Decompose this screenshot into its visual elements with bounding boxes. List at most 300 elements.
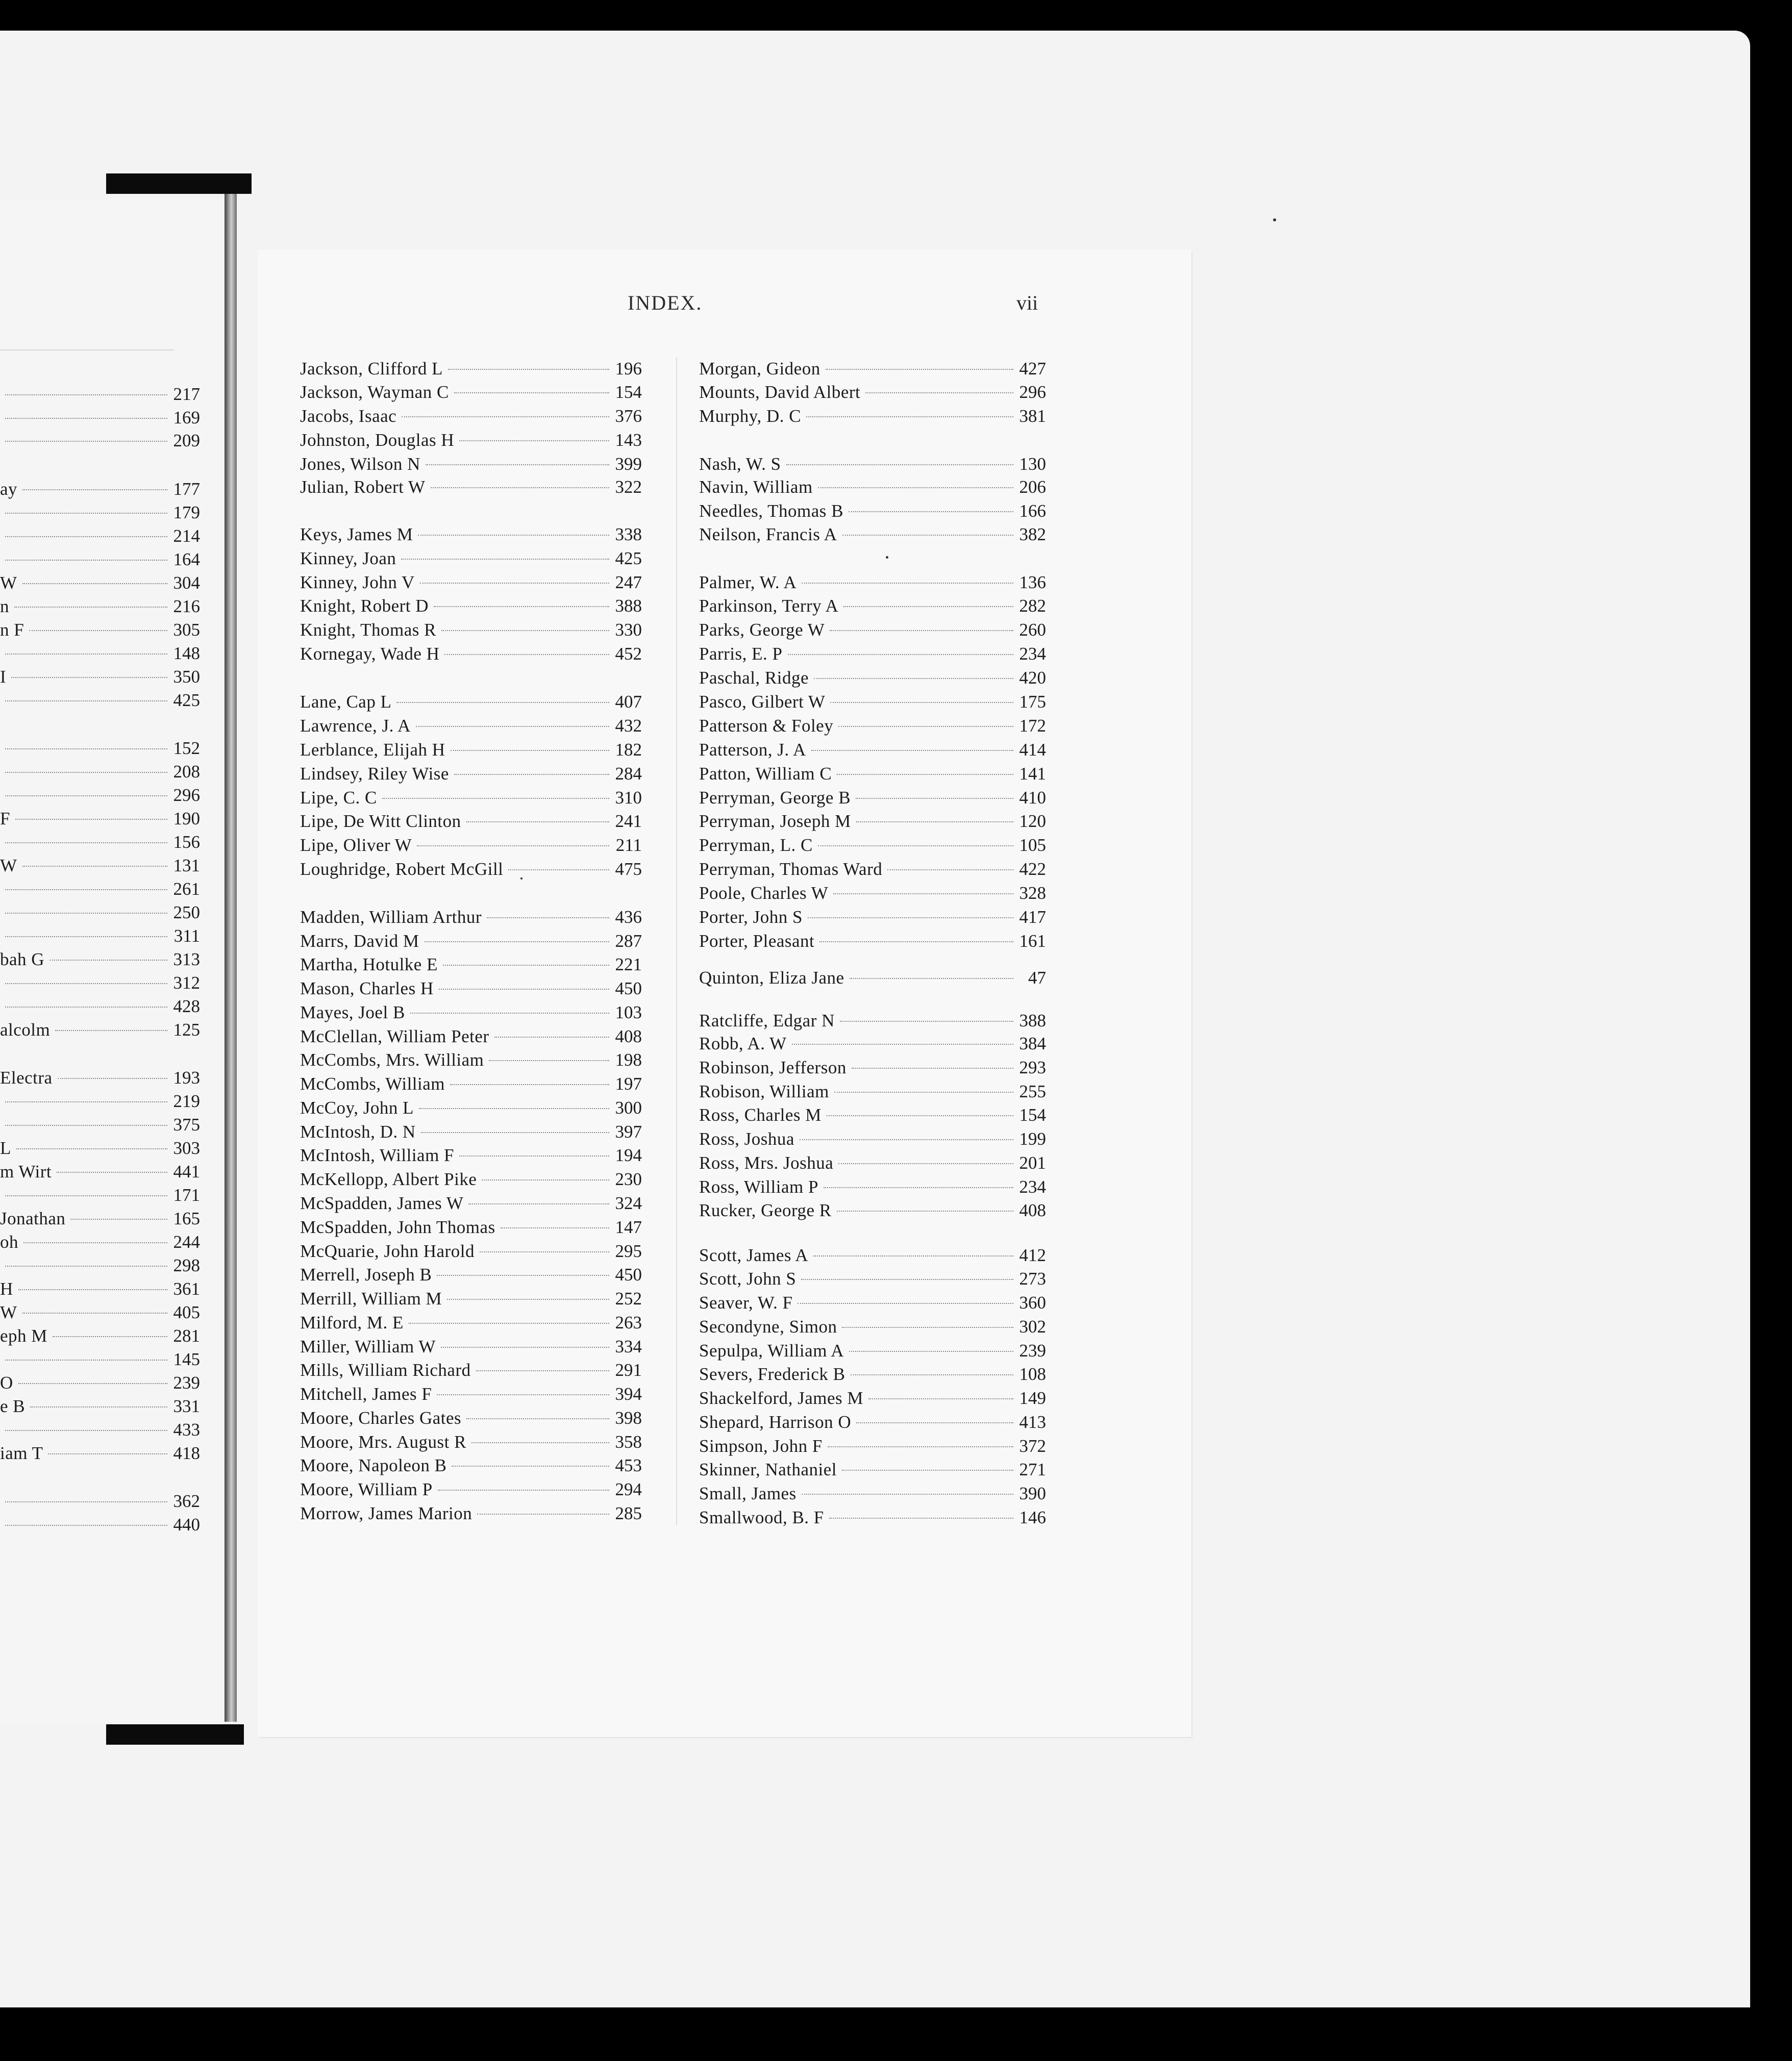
index-entry-name: Perryman, George B: [699, 788, 851, 808]
index-entry-page: 295: [615, 1241, 642, 1261]
index-entry-page: 450: [615, 978, 642, 998]
dot-leader: [15, 819, 167, 820]
index-entry-page: 230: [615, 1169, 642, 1189]
dot-leader: [5, 1101, 167, 1102]
dot-leader: [49, 960, 167, 961]
index-entry: [0, 971, 200, 995]
index-entry: [300, 1383, 642, 1406]
dot-leader: [849, 511, 1013, 512]
index-entry: [0, 1371, 200, 1395]
index-entry-page: 179: [173, 502, 200, 522]
index-entry: [300, 1144, 642, 1167]
index-entry: [699, 594, 1046, 618]
dot-leader: [788, 654, 1014, 655]
index-entry: [0, 877, 200, 901]
dot-leader: [5, 654, 167, 655]
index-entry-name: Moore, Mrs. August R: [300, 1432, 466, 1452]
index-entry-page: 433: [173, 1420, 200, 1440]
dot-leader: [409, 1323, 609, 1324]
index-entry-page: 441: [173, 1162, 200, 1182]
index-entry-name: Patton, William C: [699, 764, 832, 784]
index-entry-page: 440: [173, 1515, 200, 1535]
index-entry-page: 239: [1019, 1341, 1046, 1361]
index-entry-name: Robison, William: [699, 1082, 829, 1101]
index-entry-page: 234: [1019, 644, 1046, 664]
index-entry-page: 428: [173, 996, 200, 1016]
index-entry-name: alcolm: [0, 1020, 51, 1040]
index-entry-name: Mason, Charles H: [300, 978, 434, 998]
index-entry: [0, 1442, 200, 1465]
index-entry: [699, 1411, 1046, 1434]
index-entry-page: 284: [615, 764, 642, 784]
dot-leader: [798, 1303, 1013, 1304]
index-entry-page: 281: [173, 1326, 200, 1346]
index-entry-page: 312: [173, 973, 200, 993]
index-entry-page: 250: [173, 902, 200, 922]
index-entry: [300, 1287, 642, 1311]
index-entry-name: Scott, John S: [699, 1269, 797, 1289]
binding-clip-bottom: [106, 1724, 244, 1745]
index-entry-page: 399: [615, 454, 642, 474]
index-entry-name: iam T: [0, 1443, 43, 1463]
index-entry: [0, 995, 200, 1018]
index-entry-name: Small, James: [699, 1484, 797, 1503]
index-entry-page: 199: [1019, 1129, 1046, 1149]
index-entry: [300, 977, 642, 1000]
index-entry-name: oh: [0, 1232, 18, 1252]
index-entry: [0, 1207, 200, 1230]
dot-leader: [5, 983, 167, 984]
index-entry-name: Skinner, Nathaniel: [699, 1460, 837, 1479]
index-entry: [0, 1324, 200, 1348]
dot-leader: [454, 392, 609, 393]
index-entry: [0, 689, 200, 712]
index-entry-page: 397: [615, 1122, 642, 1142]
index-entry-name: Patterson, J. A: [699, 740, 806, 760]
index-entry: [300, 475, 642, 499]
index-entry-page: 282: [1019, 596, 1046, 616]
index-entry-page: 108: [1019, 1364, 1046, 1384]
binding-rod: [225, 194, 237, 1722]
dot-leader: [396, 702, 609, 703]
index-entry-page: 201: [1019, 1153, 1046, 1173]
index-entry-name: Morgan, Gideon: [699, 359, 820, 379]
dot-leader: [441, 1347, 609, 1348]
index-entry-page: 296: [173, 785, 200, 805]
dot-leader: [22, 583, 167, 584]
dot-leader: [887, 869, 1013, 870]
index-entry-page: 149: [1019, 1388, 1046, 1408]
index-entry-page: 334: [615, 1337, 642, 1356]
index-entry-name: Porter, John S: [699, 907, 803, 927]
index-entry-name: Mounts, David Albert: [699, 382, 861, 402]
dot-leader: [23, 1242, 167, 1243]
index-entry: [0, 1066, 200, 1090]
dot-leader: [22, 866, 167, 867]
index-entry-name: McIntosh, William F: [300, 1145, 455, 1165]
index-entry-name: McClellan, William Peter: [300, 1026, 489, 1046]
dot-leader: [819, 941, 1013, 942]
index-entry-name: Miller, William W: [300, 1337, 436, 1356]
index-entry: [0, 595, 200, 618]
index-entry-name: Navin, William: [699, 477, 813, 497]
index-entry-page: 390: [1019, 1484, 1046, 1503]
dot-leader: [70, 1219, 167, 1220]
dot-leader: [421, 1132, 609, 1133]
index-entry-page: 296: [1019, 382, 1046, 402]
index-entry-page: 244: [173, 1232, 200, 1252]
index-entry: [300, 547, 642, 570]
index-entry-name: McCombs, Mrs. William: [300, 1050, 484, 1070]
index-entry-name: Lipe, De Witt Clinton: [300, 811, 461, 831]
index-entry: [300, 1120, 642, 1144]
index-entry-page: 154: [1019, 1105, 1046, 1125]
index-entry-name: Poole, Charles W: [699, 883, 829, 903]
index-entry: [699, 906, 1046, 929]
index-entry-name: Marrs, David M: [300, 931, 419, 951]
dot-leader: [417, 845, 609, 846]
dot-leader: [5, 795, 167, 796]
index-entry-page: 156: [173, 832, 200, 852]
index-entry-page: 221: [615, 954, 642, 974]
dot-leader: [813, 1255, 1013, 1256]
index-entry-page: 310: [615, 788, 642, 808]
dot-leader: [5, 418, 167, 419]
index-entry-name: Perryman, Thomas Ward: [699, 859, 883, 879]
index-entry: [0, 383, 200, 406]
index-entry-name: Jackson, Clifford L: [300, 359, 443, 379]
index-entry-page: 177: [173, 479, 200, 499]
index-entry-page: 208: [173, 762, 200, 782]
index-entry: [699, 1435, 1046, 1458]
index-entry-name: Robb, A. W: [699, 1034, 787, 1053]
index-entry: [300, 1359, 642, 1382]
index-entry-page: 271: [1019, 1460, 1046, 1479]
index-entry: [699, 966, 1046, 990]
index-entry: [300, 906, 642, 929]
index-entry-page: 141: [1019, 764, 1046, 784]
index-entry: [300, 1072, 642, 1096]
index-entry-name: O: [0, 1373, 13, 1393]
dot-leader: [837, 1211, 1013, 1212]
index-entry-page: 219: [173, 1091, 200, 1111]
index-entry-page: 209: [173, 431, 200, 450]
dot-leader: [480, 1251, 609, 1252]
index-entry-page: 360: [1019, 1293, 1046, 1313]
dot-leader: [477, 1514, 609, 1515]
index-entry: [699, 523, 1046, 546]
dot-leader: [842, 535, 1013, 536]
index-entry: [699, 642, 1046, 666]
index-entry-page: 376: [615, 406, 642, 426]
index-entry-page: 388: [615, 596, 642, 616]
index-entry: [699, 1175, 1046, 1199]
index-entry-page: 372: [1019, 1436, 1046, 1456]
dot-leader: [868, 1398, 1013, 1399]
index-entry-name: W: [0, 573, 17, 593]
index-entry-page: 171: [173, 1185, 200, 1205]
index-entry: [0, 548, 200, 571]
dot-leader: [801, 1279, 1013, 1280]
index-entry: [300, 1478, 642, 1501]
index-entry-page: 408: [615, 1026, 642, 1046]
index-entry-page: 300: [615, 1098, 642, 1118]
index-entry: [300, 453, 642, 476]
index-entry-page: 413: [1019, 1412, 1046, 1432]
dot-leader: [856, 1422, 1013, 1423]
index-entry: [0, 854, 200, 877]
index-entry-page: 313: [173, 949, 200, 969]
index-entry: [699, 1267, 1046, 1291]
index-entry-name: Lindsey, Riley Wise: [300, 764, 449, 784]
index-entry-page: 398: [615, 1408, 642, 1428]
index-entry-name: Kinney, Joan: [300, 548, 396, 568]
dot-leader: [437, 1275, 609, 1276]
index-entry: [0, 642, 200, 665]
index-entry: [699, 405, 1046, 428]
dot-leader: [5, 889, 167, 890]
index-entry-page: 408: [1019, 1200, 1046, 1220]
index-entry-page: 417: [1019, 907, 1046, 927]
index-entry: [300, 381, 642, 404]
index-entry: [699, 381, 1046, 404]
index-entry: [699, 1339, 1046, 1363]
dot-leader: [501, 1227, 609, 1228]
dot-leader: [58, 1078, 167, 1079]
index-entry: [0, 1513, 200, 1537]
index-entry-name: Lerblance, Elijah H: [300, 740, 445, 760]
index-entry-name: Lane, Cap L: [300, 692, 392, 712]
index-entry-page: 143: [615, 430, 642, 450]
index-entry-name: Martha, Hotulke E: [300, 954, 438, 974]
index-entry-name: Ross, Joshua: [699, 1129, 794, 1149]
index-entry-page: 145: [173, 1349, 200, 1369]
index-entry-page: 358: [615, 1432, 642, 1452]
dot-leader: [401, 559, 609, 560]
index-entry-page: 190: [173, 809, 200, 828]
index-entry-name: Neilson, Francis A: [699, 524, 837, 544]
index-entry-page: 436: [615, 907, 642, 927]
dot-leader: [5, 441, 167, 442]
index-entry: [0, 1018, 200, 1042]
index-entry-page: 217: [173, 384, 200, 404]
index-entry: [0, 571, 200, 595]
dot-leader: [14, 607, 167, 608]
dot-leader: [508, 869, 609, 870]
index-entry-page: 247: [615, 572, 642, 592]
index-entry-page: 273: [1019, 1269, 1046, 1289]
dot-leader: [851, 1374, 1013, 1375]
dot-leader: [450, 1084, 609, 1085]
index-entry-page: 452: [615, 644, 642, 664]
index-entry: [699, 882, 1046, 905]
index-entry: [300, 1263, 642, 1287]
index-entry-name: Parkinson, Terry A: [699, 596, 839, 616]
dot-leader: [827, 1115, 1013, 1116]
index-entry-name: Secondyne, Simon: [699, 1317, 837, 1337]
index-entry-page: 216: [173, 596, 200, 616]
dot-leader: [22, 489, 167, 490]
index-entry: [0, 1160, 200, 1184]
dot-leader: [5, 1525, 167, 1526]
index-entry-name: Shepard, Harrison O: [699, 1412, 852, 1432]
dot-leader: [447, 1299, 609, 1300]
index-entry: [0, 1230, 200, 1254]
index-entry: [699, 858, 1046, 881]
index-entry: [0, 784, 200, 807]
index-entry: [300, 594, 642, 618]
dot-leader: [833, 893, 1013, 894]
index-entry-page: 382: [1019, 524, 1046, 544]
index-entry: [699, 762, 1046, 786]
index-entry: [699, 1315, 1046, 1339]
index-entry-name: Mitchell, James F: [300, 1384, 432, 1404]
index-entry-page: 252: [615, 1289, 642, 1309]
index-entry-name: Paschal, Ridge: [699, 668, 809, 688]
index-entry-name: Severs, Frederick B: [699, 1364, 845, 1384]
index-entry-name: Merrell, Joseph B: [300, 1265, 432, 1285]
dot-leader: [489, 1060, 609, 1061]
dot-leader: [856, 798, 1013, 799]
index-entry-page: 407: [615, 692, 642, 712]
page-number: vii: [1016, 291, 1038, 314]
index-entry-name: McSpadden, James W: [300, 1193, 464, 1213]
index-entry: [699, 1387, 1046, 1410]
index-entry-name: Murphy, D. C: [699, 406, 802, 426]
dot-leader: [5, 842, 167, 843]
dot-leader: [443, 965, 609, 966]
dot-leader: [5, 1501, 167, 1502]
index-entry-name: Knight, Robert D: [300, 596, 429, 616]
index-entry: [699, 714, 1046, 738]
index-entry: [300, 1240, 642, 1263]
dot-leader: [416, 726, 609, 727]
dot-leader: [5, 913, 167, 914]
index-entry-page: 136: [1019, 572, 1046, 592]
index-entry: [0, 737, 200, 760]
index-entry: [0, 406, 200, 430]
index-entry: [300, 618, 642, 642]
index-entry: [300, 1168, 642, 1191]
dot-leader: [808, 917, 1013, 918]
index-entry-name: Moore, Charles Gates: [300, 1408, 462, 1428]
index-entry: [300, 1001, 642, 1024]
index-entry-page: 475: [615, 859, 642, 879]
dot-leader: [55, 1030, 167, 1031]
index-entry-name: e B: [0, 1396, 26, 1416]
index-entry-page: 453: [615, 1455, 642, 1475]
index-entry-page: 147: [615, 1217, 642, 1237]
dot-leader: [830, 630, 1013, 631]
index-entry: [699, 1103, 1046, 1127]
index-entry-page: 182: [615, 740, 642, 760]
index-entry: [300, 690, 642, 714]
dot-leader: [5, 772, 167, 773]
index-entry-page: 298: [173, 1255, 200, 1275]
dot-leader: [448, 369, 609, 370]
index-entry: [300, 714, 642, 738]
index-entry-page: 302: [1019, 1317, 1046, 1337]
dot-leader: [452, 1466, 609, 1467]
index-entry-page: 294: [615, 1479, 642, 1499]
dot-leader: [451, 750, 609, 751]
dot-leader: [16, 1148, 167, 1149]
index-entry-name: Ratcliffe, Edgar N: [699, 1011, 835, 1030]
dot-leader: [468, 1203, 609, 1204]
dot-leader: [29, 630, 167, 631]
index-entry-page: 130: [1019, 454, 1046, 474]
index-entry-name: L: [0, 1138, 11, 1158]
index-entry: [0, 1184, 200, 1207]
running-head: INDEX.: [628, 291, 703, 314]
index-entry-name: Smallwood, B. F: [699, 1507, 824, 1527]
index-entry-page: 196: [615, 359, 642, 379]
index-entry-name: Lipe, Oliver W: [300, 835, 412, 855]
dot-leader: [466, 821, 609, 822]
index-entry-name: W: [0, 856, 17, 875]
index-entry-page: 425: [615, 548, 642, 568]
dot-leader: [431, 487, 609, 488]
index-entry-name: Parks, George W: [699, 620, 825, 640]
index-entry-name: Morrow, James Marion: [300, 1503, 472, 1523]
index-entry: [699, 475, 1046, 499]
index-entry-name: Loughridge, Robert McGill: [300, 859, 504, 879]
dot-leader: [786, 464, 1013, 465]
index-entry-name: Pasco, Gilbert W: [699, 692, 826, 712]
dot-leader: [830, 702, 1013, 703]
dot-leader: [5, 536, 167, 537]
dot-leader: [439, 989, 609, 990]
dot-leader: [850, 978, 1013, 979]
index-entry-page: 303: [173, 1138, 200, 1158]
index-entry-page: 450: [615, 1265, 642, 1285]
left-page-rule: [0, 349, 173, 350]
index-entry-name: Robinson, Jefferson: [699, 1058, 847, 1077]
dot-leader: [382, 798, 609, 799]
index-entry-name: Patterson & Foley: [699, 716, 834, 736]
index-entry: [300, 834, 642, 857]
index-entry-page: 381: [1019, 406, 1046, 426]
index-entry: [699, 1199, 1046, 1222]
index-entry-name: Porter, Pleasant: [699, 931, 815, 951]
index-entry: [0, 807, 200, 831]
dot-leader: [434, 606, 609, 607]
index-entry: [300, 1192, 642, 1215]
index-entry-page: 165: [173, 1209, 200, 1228]
index-entry-name: m Wirt: [0, 1162, 52, 1182]
binding-clip-top: [106, 173, 252, 194]
dot-leader: [834, 1092, 1013, 1093]
dot-leader: [402, 416, 609, 417]
index-entry-page: 146: [1019, 1507, 1046, 1527]
dot-leader: [5, 1195, 167, 1196]
index-entry-name: Ross, Mrs. Joshua: [699, 1153, 834, 1173]
dot-leader: [419, 1108, 609, 1109]
index-entry: [0, 760, 200, 784]
index-entry: [300, 1335, 642, 1359]
index-entry: [300, 1406, 642, 1430]
scan-speck: [1273, 218, 1276, 221]
index-entry-name: I: [0, 667, 7, 687]
dot-leader: [849, 1351, 1013, 1352]
dot-leader: [856, 821, 1013, 822]
index-entry-page: 125: [173, 1020, 200, 1040]
index-entry: [0, 524, 200, 548]
index-entry: [0, 1254, 200, 1277]
dot-leader: [5, 1266, 167, 1267]
dot-leader: [818, 487, 1013, 488]
index-entry: [699, 1151, 1046, 1175]
